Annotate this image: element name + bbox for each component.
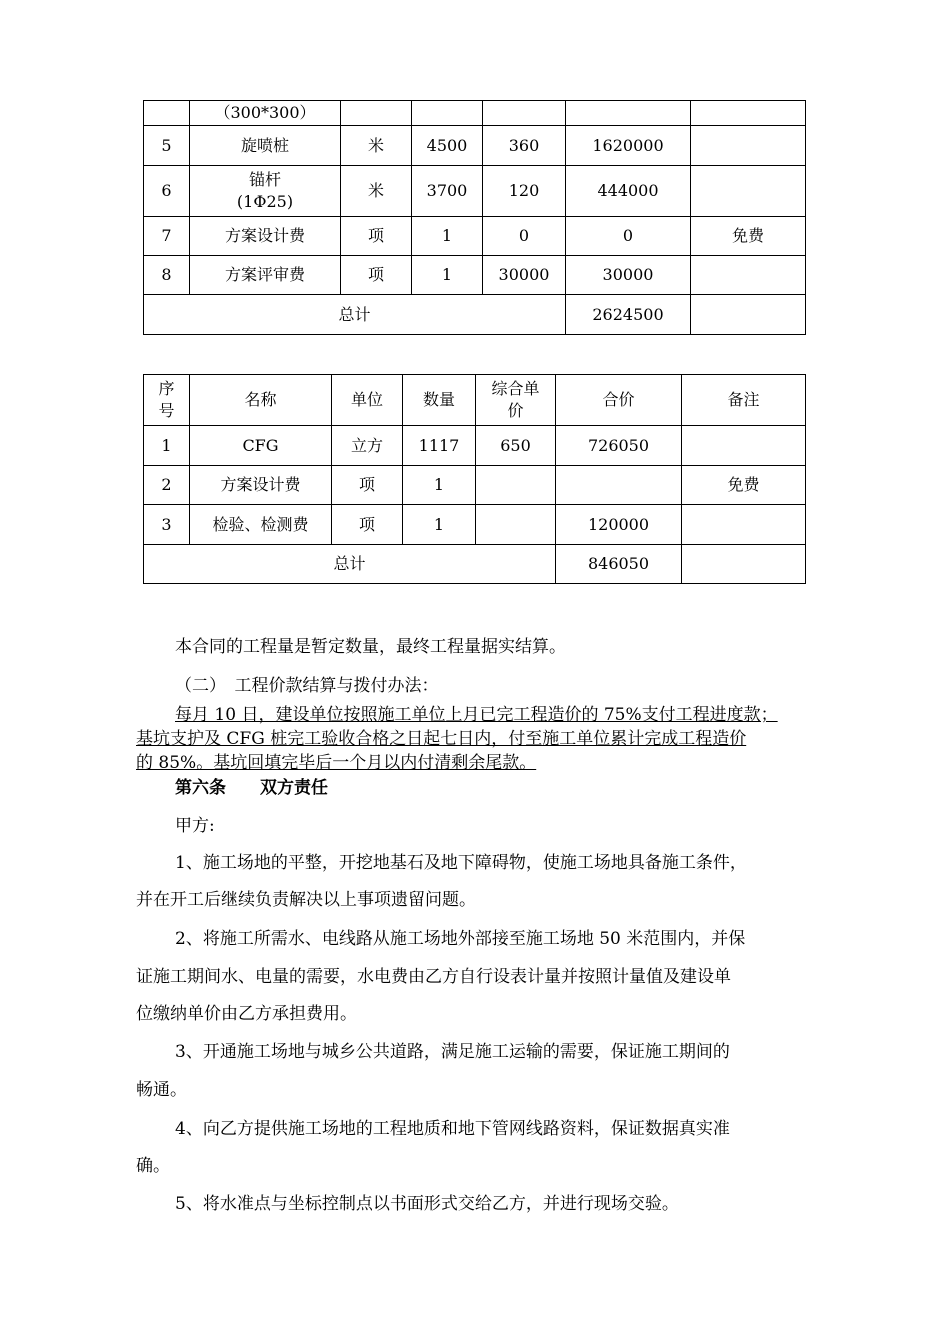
payment-terms-line1: 每月 10 日，建设单位按照施工单位上月已完工程造价的 75%支付工程进度款； <box>175 705 778 725</box>
cell-qty: 4500 <box>412 126 483 166</box>
cell-unit <box>341 101 412 126</box>
table-row <box>144 166 806 217</box>
item-1-line2: 并在开工后继续负责解决以上事项遗留问题。 <box>136 890 476 910</box>
item-1-line1: 1、施工场地的平整，开挖地基石及地下障碍物，使施工场地具备施工条件， <box>175 853 747 873</box>
header-no-line2: 号 <box>158 401 175 420</box>
table-row <box>144 256 806 295</box>
table-row <box>144 101 806 126</box>
cell-no <box>144 101 190 126</box>
cell-qty <box>412 101 483 126</box>
item-4-line1: 4、向乙方提供施工场地的工程地质和地下管网线路资料，保证数据真实准 <box>175 1119 730 1139</box>
header-no <box>144 375 190 426</box>
cell-no: 5 <box>144 126 190 166</box>
quantity-note: 本合同的工程量是暂定数量，最终工程量据实结算。 <box>175 637 566 657</box>
cell-name: CFG <box>190 426 332 466</box>
cell-price <box>476 466 556 505</box>
header-row <box>144 375 806 426</box>
cell-total: 726050 <box>556 426 682 466</box>
cost-table-1 <box>143 100 806 335</box>
cell-note: 免费 <box>691 217 806 256</box>
cell-qty: 1117 <box>403 426 476 466</box>
table-row <box>144 505 806 545</box>
article-heading: 第六条 双方责任 <box>175 778 328 798</box>
cell-total: 120000 <box>556 505 682 545</box>
item-4-line2: 确。 <box>136 1156 170 1176</box>
cell-note <box>691 126 806 166</box>
cell-unit: 项 <box>341 217 412 256</box>
cell-unit: 米 <box>341 126 412 166</box>
header-note: 备注 <box>682 375 806 426</box>
party-heading: 甲方: <box>175 816 215 836</box>
item-5: 5、将水准点与坐标控制点以书面形式交给乙方，并进行现场交验。 <box>175 1194 679 1214</box>
cell-total: 1620000 <box>566 126 691 166</box>
item-3-line1: 3、开通施工场地与城乡公共道路，满足施工运输的需要，保证施工期间的 <box>175 1042 730 1062</box>
total-row <box>144 295 806 335</box>
cell-no: 3 <box>144 505 190 545</box>
total-label: 总计 <box>144 545 556 584</box>
cell-note <box>682 505 806 545</box>
table-row <box>144 217 806 256</box>
cell-name: （300*300） <box>190 101 341 126</box>
cell-name: 检验、检测费 <box>190 505 332 545</box>
cell-unit: 项 <box>332 466 403 505</box>
cell-no: 8 <box>144 256 190 295</box>
cell-qty: 1 <box>403 505 476 545</box>
cell-note <box>691 295 806 335</box>
cell-unit: 立方 <box>332 426 403 466</box>
total-value: 846050 <box>556 545 682 584</box>
cell-name <box>190 166 341 217</box>
cell-unit: 米 <box>341 166 412 217</box>
cell-price: 120 <box>483 166 566 217</box>
table-row <box>144 426 806 466</box>
section-heading: （二） 工程价款结算与拨付办法： <box>175 676 439 696</box>
total-row <box>144 545 806 584</box>
cell-qty: 1 <box>412 217 483 256</box>
cell-name-line2: (1Φ25) <box>236 192 294 211</box>
cell-note <box>682 426 806 466</box>
cell-price: 650 <box>476 426 556 466</box>
cell-note <box>691 101 806 126</box>
cell-name: 方案评审费 <box>190 256 341 295</box>
table-row <box>144 126 806 166</box>
cell-note <box>691 256 806 295</box>
item-2-line1: 2、将施工所需水、电线路从施工场地外部接至施工场地 50 米范围内，并保 <box>175 929 746 949</box>
cell-price: 30000 <box>483 256 566 295</box>
cell-qty: 1 <box>403 466 476 505</box>
cell-note <box>682 545 806 584</box>
cell-total <box>556 466 682 505</box>
header-price-line2: 价 <box>507 401 524 420</box>
cell-no: 1 <box>144 426 190 466</box>
cell-name-line1: 锚杆 <box>248 170 281 189</box>
cell-price: 0 <box>483 217 566 256</box>
table-row <box>144 466 806 505</box>
item-2-line3: 位缴纳单价由乙方承担费用。 <box>136 1004 357 1024</box>
cost-table-2 <box>143 374 806 584</box>
cell-price: 360 <box>483 126 566 166</box>
header-price-line1: 综合单 <box>491 379 540 398</box>
cell-total <box>566 101 691 126</box>
cell-unit: 项 <box>341 256 412 295</box>
total-label: 总计 <box>144 295 566 335</box>
payment-terms-line2: 基坑支护及 CFG 桩完工验收合格之日起七日内，付至施工单位累计完成工程造价 <box>136 729 747 749</box>
cell-name: 方案设计费 <box>190 466 332 505</box>
item-3-line2: 畅通。 <box>136 1080 187 1100</box>
cell-note: 免费 <box>682 466 806 505</box>
header-no-line1: 序 <box>158 379 175 398</box>
item-2-line2: 证施工期间水、电量的需要，水电费由乙方自行设表计量并按照计量值及建设单 <box>136 967 731 987</box>
cell-price <box>483 101 566 126</box>
total-value: 2624500 <box>566 295 691 335</box>
cell-name: 旋喷桩 <box>190 126 341 166</box>
cell-no: 7 <box>144 217 190 256</box>
cell-no: 2 <box>144 466 190 505</box>
header-price <box>476 375 556 426</box>
cell-qty: 3700 <box>412 166 483 217</box>
cell-qty: 1 <box>412 256 483 295</box>
cell-no: 6 <box>144 166 190 217</box>
cell-total: 0 <box>566 217 691 256</box>
cell-price <box>476 505 556 545</box>
cell-name: 方案设计费 <box>190 217 341 256</box>
header-total: 合价 <box>556 375 682 426</box>
payment-terms-line3: 的 85%。基坑回填完毕后一个月以内付清剩余尾款。 <box>136 753 537 773</box>
header-name: 名称 <box>190 375 332 426</box>
cell-note <box>691 166 806 217</box>
cell-total: 30000 <box>566 256 691 295</box>
header-unit: 单位 <box>332 375 403 426</box>
cell-total: 444000 <box>566 166 691 217</box>
cell-unit: 项 <box>332 505 403 545</box>
header-qty: 数量 <box>403 375 476 426</box>
